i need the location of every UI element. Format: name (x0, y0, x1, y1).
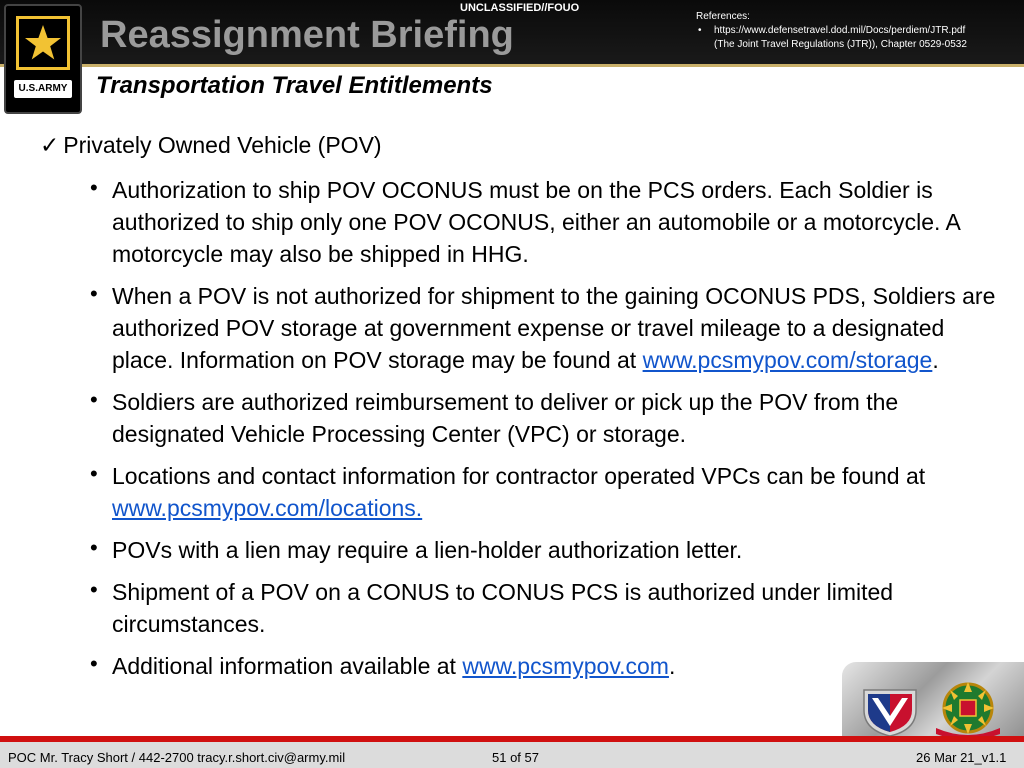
bullet-icon: • (90, 651, 98, 676)
bullet-text: Soldiers are authorized reimbursement to deliver or pick up the POV from the designated Vehicle Processing Center (VPC) or storage. (112, 389, 899, 447)
references-heading: References: (696, 11, 750, 22)
army-logo-label: U.S.ARMY (14, 80, 72, 98)
references-block (696, 10, 967, 52)
footer-poc: POC Mr. Tracy Short / 442-2700 tracy.r.short.civ@army.mil (8, 750, 346, 765)
bullet-icon: • (90, 461, 98, 486)
bullet-icon: • (698, 25, 702, 36)
checkmark-icon: ✓ (40, 132, 60, 158)
footer-page-number: 51 of 57 (492, 750, 539, 765)
army-logo (4, 4, 82, 114)
bullet-text-end: . (932, 347, 939, 373)
header-divider (0, 64, 1024, 67)
bullet-icon: • (90, 577, 98, 602)
locations-link[interactable]: www.pcsmypov.com/locations. (112, 495, 423, 521)
classification-marking: UNCLASSIFIED//FOUO (460, 2, 580, 14)
shoulder-patch-icon (862, 686, 918, 743)
bullet-text: Authorization to ship POV OCONUS must be on the PCS orders. Each Soldier is authorized to ship only one POV OCONUS, either an automobile or a motorcycle. A motorcycle may also be shipped in HHG. (112, 177, 960, 267)
bullet-text: When a POV is not authorized for shipment to the gaining OCONUS PDS, Soldiers are authorized POV storage at government expense or travel mileage to a designated place. Information on POV storage may be found at (112, 283, 996, 373)
bullet-item-locations (88, 460, 998, 524)
bullet-item-conus (88, 576, 998, 640)
bullet-text-end: . (668, 653, 676, 679)
bullet-icon: • (90, 175, 98, 200)
page-title: Reassignment Briefing (100, 14, 514, 56)
page-subtitle: Transportation Travel Entitlements (96, 72, 493, 99)
reference-item (696, 24, 967, 38)
storage-link[interactable]: www.pcsmypov.com/storage (642, 347, 933, 373)
footer-version: 26 Mar 21_v1.1 (916, 750, 1007, 765)
bullet-icon: • (90, 535, 98, 560)
bullet-icon: • (90, 387, 98, 412)
main-point-text: Privately Owned Vehicle (POV) (63, 132, 382, 158)
bullet-item-lien (88, 534, 998, 566)
bullet-item-reimbursement (88, 386, 998, 450)
bullet-text: POVs with a lien may require a lien-holder authorization letter. (112, 537, 743, 563)
army-star-icon (16, 16, 70, 70)
main-point (40, 132, 382, 159)
bullet-list (88, 174, 998, 692)
pcsmypov-link[interactable]: www.pcsmypov.com (462, 653, 669, 679)
bullet-text: Shipment of a POV on a CONUS to CONUS PCS is authorized under limited circumstances. (112, 579, 894, 637)
bullet-item-storage (88, 280, 998, 376)
bullet-text: Locations and contact information for contractor operated VPCs can be found at (112, 463, 926, 489)
reference-description: (The Joint Travel Regulations (JTR)), Chapter 0529-0532 (714, 39, 967, 50)
reference-url: https://www.defensetravel.dod.mil/Docs/perdiem/JTR.pdf (714, 25, 966, 36)
bullet-text: Additional information available at (112, 653, 463, 679)
bullet-item-authorization (88, 174, 998, 270)
bullet-icon: • (90, 281, 98, 306)
